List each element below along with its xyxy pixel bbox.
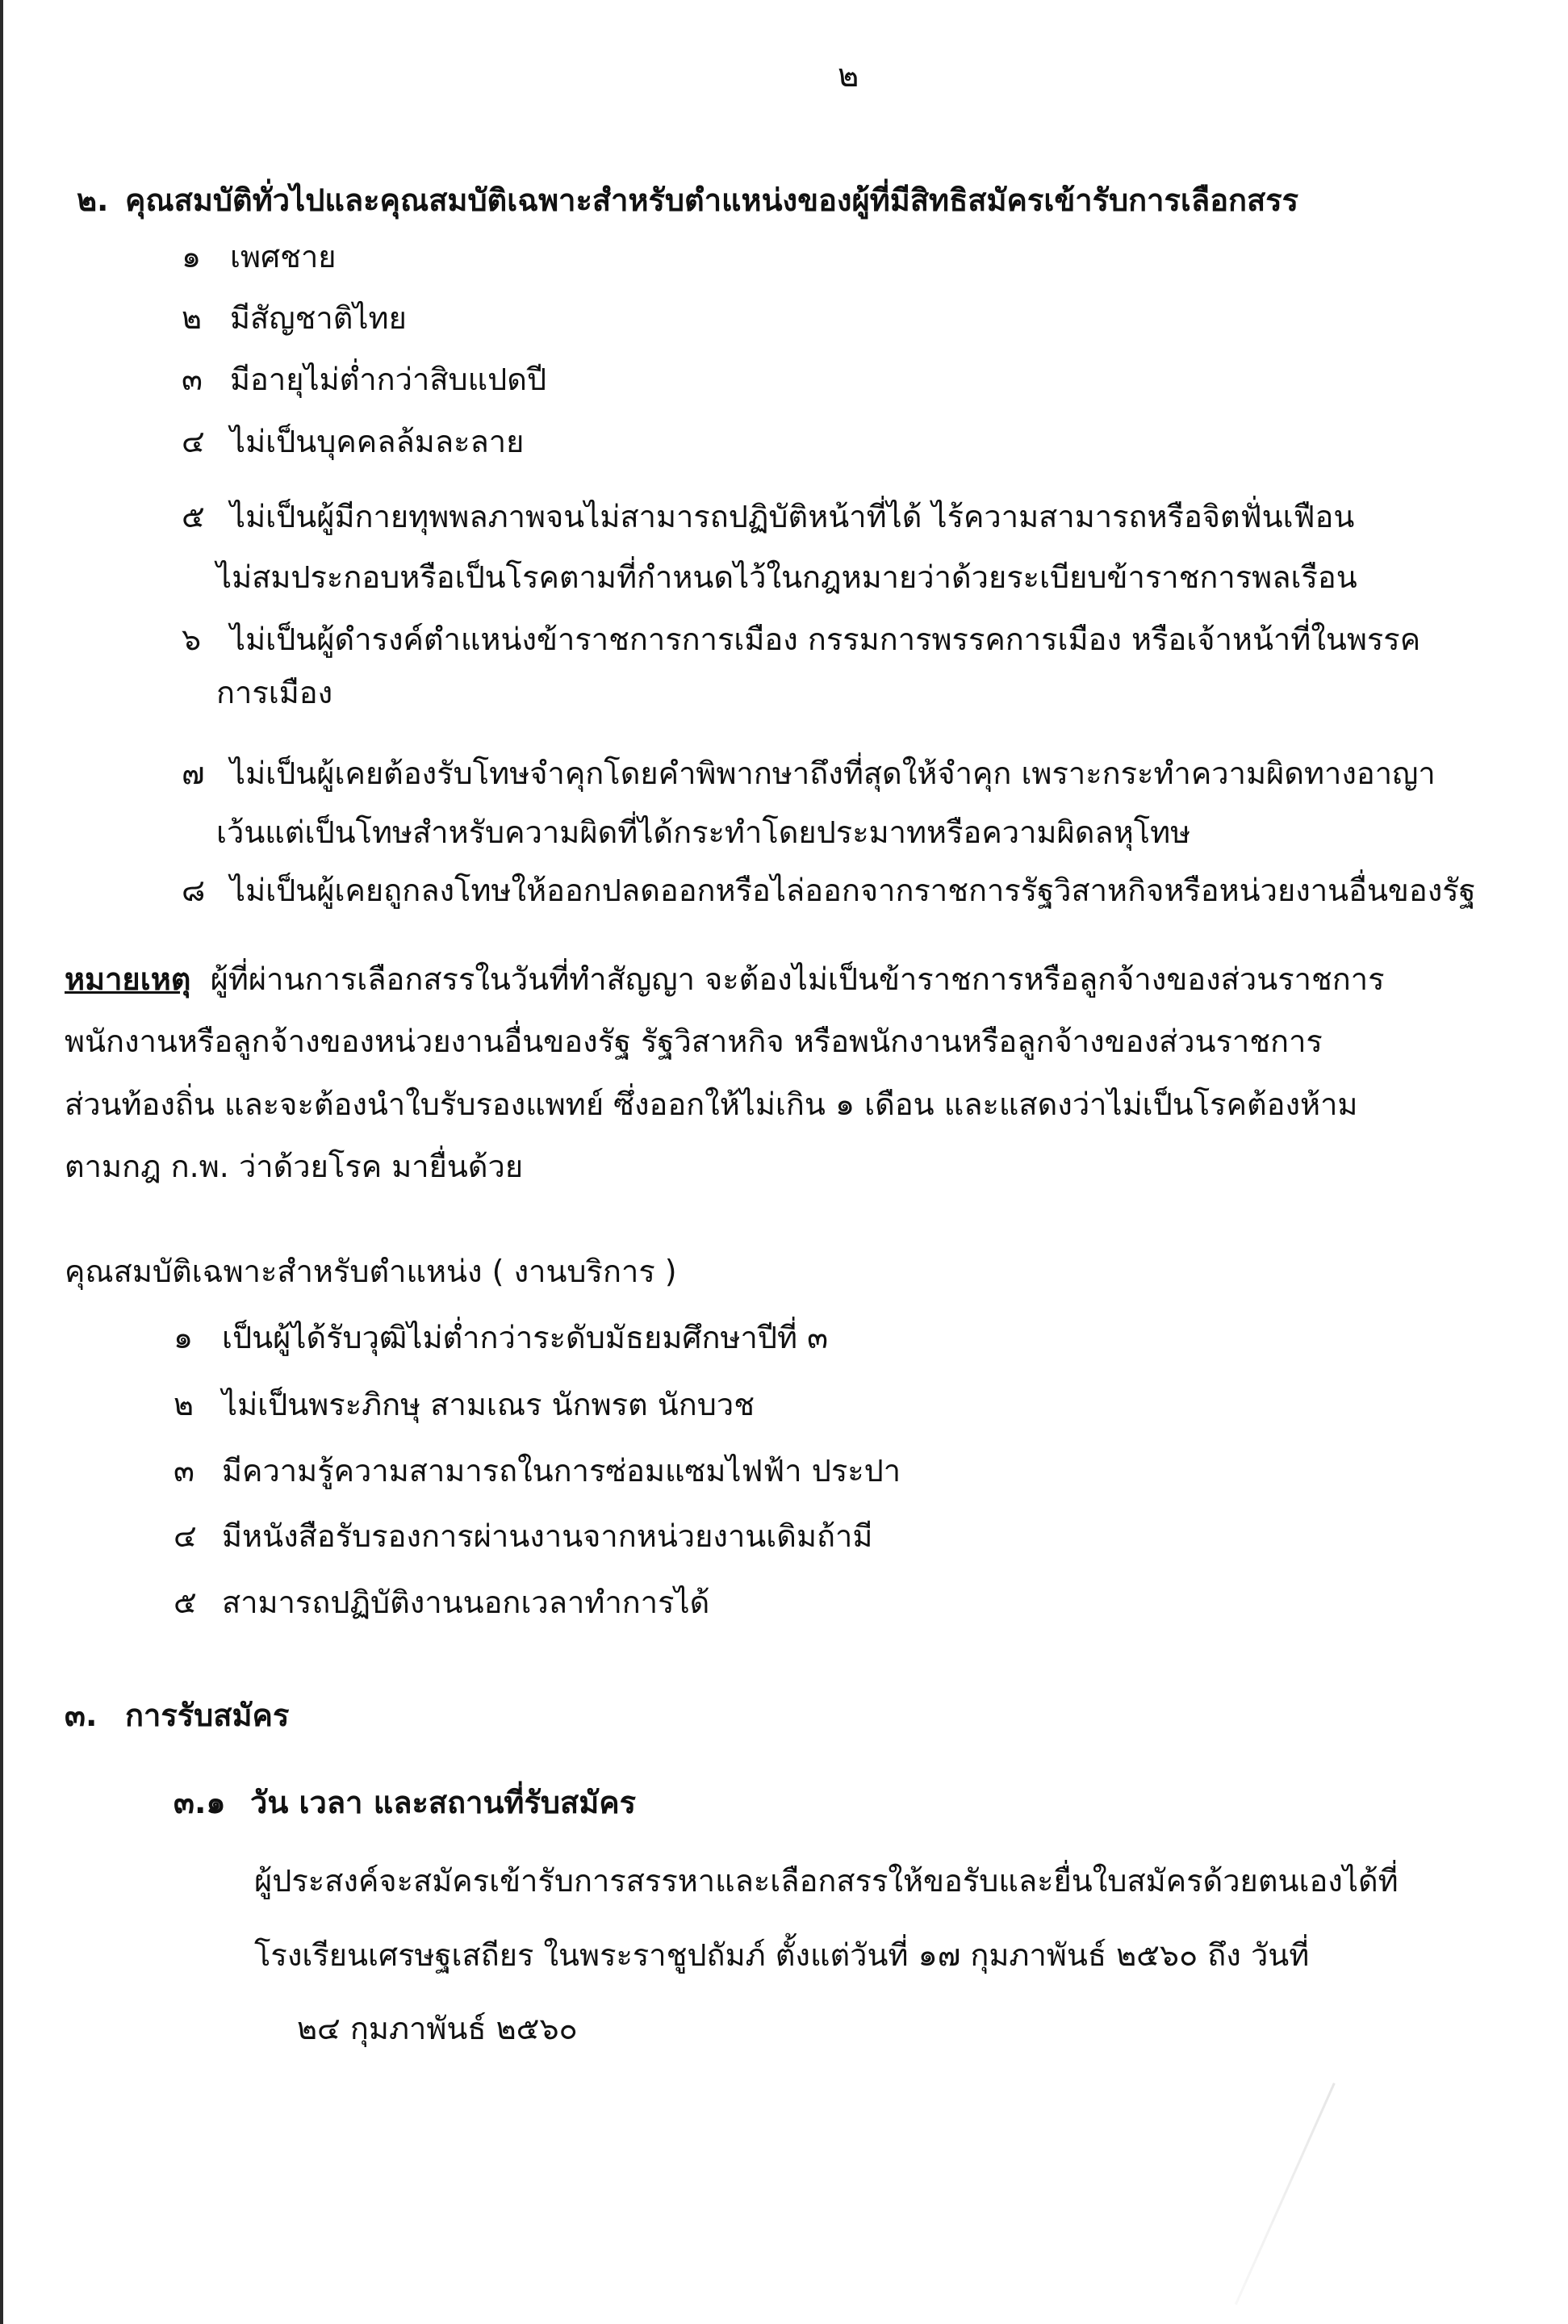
list-item xyxy=(174,1321,828,1355)
section-2-heading xyxy=(77,184,1298,218)
list-item-number: ๘ xyxy=(182,873,206,908)
list-item-number: ๓ xyxy=(182,362,203,397)
list-item-number: ๑ xyxy=(174,1320,194,1355)
list-item-text: ไม่เป็นผู้เคยถูกลงโทษให้ออกปลดออกหรือไล่ออกจากราชการรัฐวิสาหกิจหรือหน่วยงานอื่นของรัฐ xyxy=(230,873,1476,908)
section-3-heading xyxy=(65,1699,289,1733)
list-item-text: มีอายุไม่ต่ำกว่าสิบแปดปี xyxy=(230,362,547,397)
note-line: ผู้ที่ผ่านการเลือกสรรในวันที่ทำสัญญา จะต้องไม่เป็นข้าราชการหรือลูกจ้างของส่วนราชการ xyxy=(210,961,1385,997)
list-item-number: ๕ xyxy=(174,1585,197,1620)
note-line: ตามกฎ ก.พ. ว่าด้วยโรค มายื่นด้วย xyxy=(65,1149,524,1184)
list-item-continuation: การเมือง xyxy=(216,675,333,710)
list-item xyxy=(174,1455,901,1489)
list-item xyxy=(182,302,407,336)
list-item-number: ๔ xyxy=(174,1518,197,1554)
list-item-text: มีหนังสือรับรองการผ่านงานจากหน่วยงานเดิมถ้ามี xyxy=(222,1518,873,1554)
list-item-text: มีความรู้ความสามารถในการซ่อมแซมไฟฟ้า ประปา xyxy=(222,1453,901,1489)
note-line: พนักงานหรือลูกจ้างของหน่วยงานอื่นของรัฐ รัฐวิสาหกิจ หรือพนักงานหรือลูกจ้างของส่วนราชการ xyxy=(65,1024,1323,1059)
section-2-number: ๒. xyxy=(77,182,109,218)
page-number: ๒ xyxy=(838,57,859,94)
list-item-number: ๒ xyxy=(174,1387,194,1422)
list-item-text: มีสัญชาติไทย xyxy=(230,300,407,336)
list-item-number: ๓ xyxy=(174,1453,194,1489)
section-3-number: ๓. xyxy=(65,1698,98,1733)
list-item xyxy=(182,425,524,459)
list-item xyxy=(182,363,546,397)
list-item-text: ไม่เป็นผู้มีกายทุพพลภาพจนไม่สามารถปฏิบัติหน้าที่ได้ ไร้ความสามารถหรือจิตฟั่นเฟือน xyxy=(230,499,1355,534)
scan-edge xyxy=(0,0,3,2324)
list-item-continuation: เว้นแต่เป็นโทษสำหรับความผิดที่ได้กระทำโดยประมาทหรือความผิดลหุโทษ xyxy=(216,814,1191,850)
list-item-number: ๑ xyxy=(182,239,202,274)
list-item-text: ไม่เป็นบุคคลล้มละลาย xyxy=(230,424,525,459)
note-label: หมายเหตุ xyxy=(65,961,191,997)
section-3-1-title: วัน เวลา และสถานที่รับสมัคร xyxy=(250,1785,637,1820)
list-item-continuation: ไม่สมประกอบหรือเป็นโรคตามที่กำหนดไว้ในกฎหมายว่าด้วยระเบียบข้าราชการพลเรือน xyxy=(216,559,1357,595)
section-3-1-line: โรงเรียนเศรษฐเสถียร ในพระราชูปถัมภ์ ตั้งแต่วันที่ ๑๗ กุมภาพันธ์ ๒๕๖๐ ถึง วันที่ xyxy=(254,1937,1310,1973)
section-3-1-heading xyxy=(174,1786,636,1820)
list-item xyxy=(182,500,1354,534)
list-item-text: เพศชาย xyxy=(230,239,337,274)
list-item-number: ๕ xyxy=(182,499,205,534)
section-3-1-number: ๓.๑ xyxy=(174,1785,226,1820)
scan-mark xyxy=(1235,2083,1336,2305)
list-item-number: ๒ xyxy=(182,300,203,336)
list-item xyxy=(182,623,1420,657)
list-item xyxy=(174,1586,709,1620)
list-item-text: ไม่เป็นผู้ดำรงค์ตำแหน่งข้าราชการการเมือง กรรมการพรรคการเมือง หรือเจ้าหน้าที่ในพรรค xyxy=(230,622,1421,657)
note-paragraph xyxy=(65,963,1385,997)
section-2-title: คุณสมบัติทั่วไปและคุณสมบัติเฉพาะสำหรับตำแหน่งของผู้ที่มีสิทธิสมัครเข้ารับการเลือกสรร xyxy=(125,182,1299,218)
list-item-number: ๔ xyxy=(182,424,205,459)
list-item-number: ๗ xyxy=(182,756,205,791)
specific-qualifications-title: คุณสมบัติเฉพาะสำหรับตำแหน่ง ( งานบริการ ) xyxy=(65,1254,677,1289)
section-3-1-line: ผู้ประสงค์จะสมัครเข้ารับการสรรหาและเลือกสรรให้ขอรับและยื่นใบสมัครด้วยตนเองได้ที่ xyxy=(254,1863,1399,1899)
list-item xyxy=(182,757,1436,791)
section-3-title: การรับสมัคร xyxy=(125,1698,290,1733)
note-line: ส่วนท้องถิ่น และจะต้องนำใบรับรองแพทย์ ซึ่งออกให้ไม่เกิน ๑ เดือน และแสดงว่าไม่เป็นโรคต้องห้าม xyxy=(65,1087,1358,1122)
list-item xyxy=(182,241,337,274)
section-3-1-line: ๒๔ กุมภาพันธ์ ๒๕๖๐ xyxy=(297,2011,578,2046)
list-item-text: เป็นผู้ได้รับวุฒิไม่ต่ำกว่าระดับมัธยมศึกษาปีที่ ๓ xyxy=(222,1320,829,1355)
list-item xyxy=(174,1520,872,1554)
list-item-text: ไม่เป็นผู้เคยต้องรับโทษจำคุกโดยคำพิพากษาถึงที่สุดให้จำคุก เพราะกระทำความผิดทางอาญา xyxy=(230,756,1436,791)
list-item-text: สามารถปฏิบัติงานนอกเวลาทำการได้ xyxy=(222,1585,710,1620)
list-item xyxy=(182,874,1476,908)
list-item xyxy=(174,1388,755,1422)
list-item-number: ๖ xyxy=(182,622,202,657)
list-item-text: ไม่เป็นพระภิกษุ สามเณร นักพรต นักบวช xyxy=(222,1387,755,1422)
